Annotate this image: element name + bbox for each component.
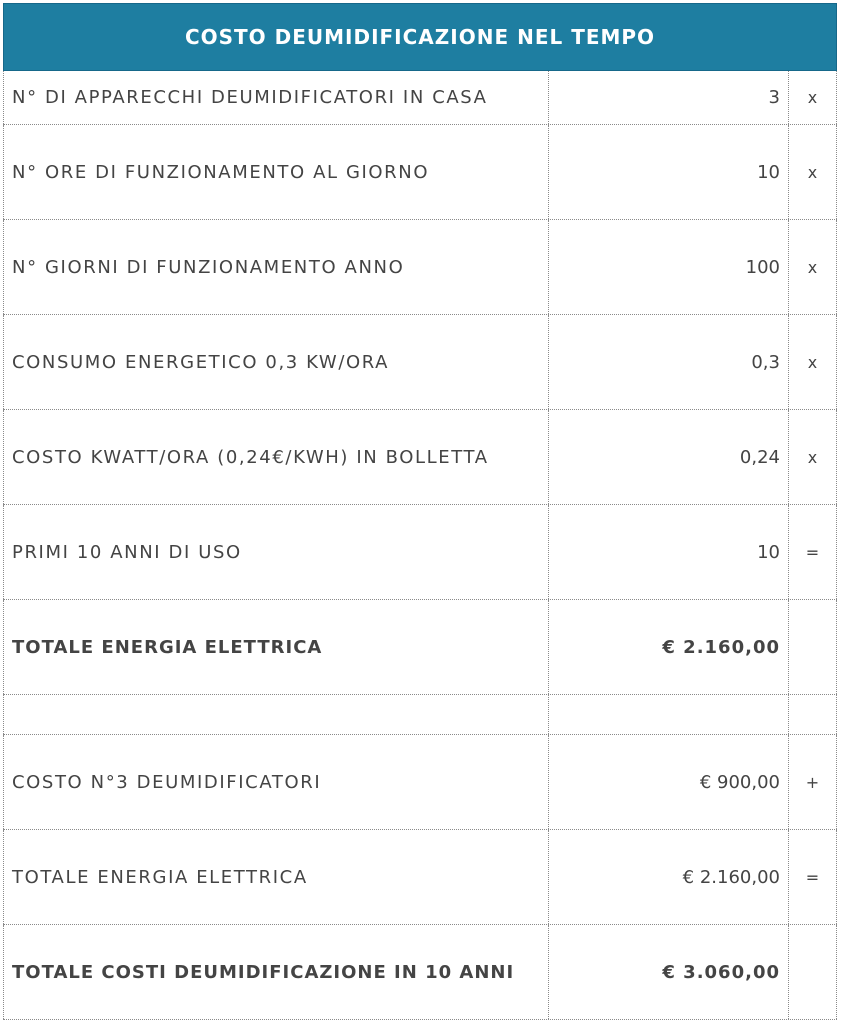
- row-label: PRIMI 10 ANNI DI USO: [3, 505, 548, 599]
- row-label: N° DI APPARECCHI DEUMIDIFICATORI IN CASA: [3, 71, 548, 124]
- table-row-total: [3, 925, 837, 1020]
- table-row: [3, 505, 837, 600]
- table-row: [3, 125, 837, 220]
- row-operator: +: [788, 735, 837, 829]
- row-operator: x: [788, 220, 837, 314]
- table-row-subtotal: [3, 600, 837, 695]
- row-label: COSTO KWATT/ORA (0,24€/KWH) IN BOLLETTA: [3, 410, 548, 504]
- table-row: [3, 315, 837, 410]
- table-title: COSTO DEUMIDIFICAZIONE NEL TEMPO: [184, 25, 656, 49]
- row-operator: [788, 695, 837, 734]
- row-label: COSTO N°3 DEUMIDIFICATORI: [3, 735, 548, 829]
- table-row: [3, 410, 837, 505]
- row-operator: =: [788, 505, 837, 599]
- row-operator: [788, 925, 837, 1019]
- row-value: 100: [548, 220, 788, 314]
- row-label: N° GIORNI DI FUNZIONAMENTO ANNO: [3, 220, 548, 314]
- row-value: 0,3: [548, 315, 788, 409]
- row-value: € 2.160,00: [548, 600, 788, 694]
- row-operator: [788, 600, 837, 694]
- row-label: TOTALE ENERGIA ELETTRICA: [3, 600, 548, 694]
- table-row: [3, 735, 837, 830]
- row-label: N° ORE DI FUNZIONAMENTO AL GIORNO: [3, 125, 548, 219]
- row-operator: x: [788, 410, 837, 504]
- row-value: € 3.060,00: [548, 925, 788, 1019]
- table-row: [3, 220, 837, 315]
- row-operator: x: [788, 315, 837, 409]
- row-value: 10: [548, 505, 788, 599]
- row-label: TOTALE ENERGIA ELETTRICA: [3, 830, 548, 924]
- row-value: € 2.160,00: [548, 830, 788, 924]
- table-row-spacer: [3, 695, 837, 735]
- table-row: [3, 71, 837, 125]
- row-operator: x: [788, 125, 837, 219]
- row-value: [548, 695, 788, 734]
- row-value: 10: [548, 125, 788, 219]
- cost-table: [3, 3, 837, 1020]
- table-row: [3, 830, 837, 925]
- table-header: [3, 3, 837, 71]
- row-label: CONSUMO ENERGETICO 0,3 KW/ORA: [3, 315, 548, 409]
- row-operator: =: [788, 830, 837, 924]
- row-label: [3, 695, 548, 734]
- row-value: € 900,00: [548, 735, 788, 829]
- row-operator: x: [788, 71, 837, 124]
- row-label: TOTALE COSTI DEUMIDIFICAZIONE IN 10 ANNI: [3, 925, 548, 1019]
- row-value: 3: [548, 71, 788, 124]
- row-value: 0,24: [548, 410, 788, 504]
